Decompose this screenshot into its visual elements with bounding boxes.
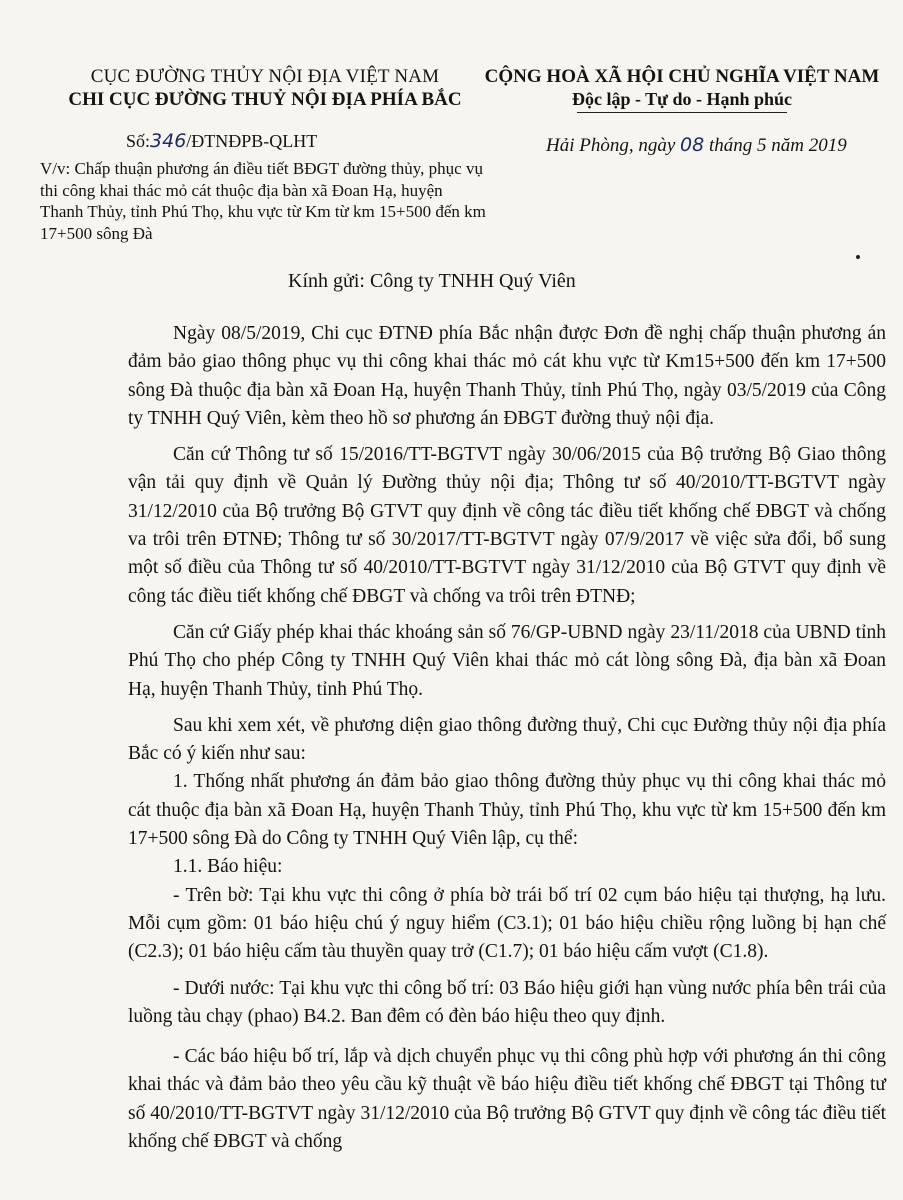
body-paragraph-9: - Các báo hiệu bố trí, lắp và dịch chuyển phục vụ thi công phù hợp với phương án thi công khai thác và đảm bảo theo yêu cầu kỹ thuật về báo hiệu điều tiết khống chế ĐBGT tại Thông tư số 40/2010/TT-BGTVT ngày 31/12/2010 của Bộ trưởng Bộ GTVT quy định về công tác điều tiết khống chế ĐBGT và chống <box>128 1046 886 1153</box>
date-day-handwritten: 08 <box>680 134 705 156</box>
body-paragraph-7: - Trên bờ: Tại khu vực thi công ở phía bờ trái bố trí 02 cụm báo hiệu tại thượng, hạ lưu. Mỗi cụm gồm: 01 báo hiệu chú ý nguy hiểm (C3.1); 01 báo hiệu chiều rộng luồng bị hạn chế (C2.3); 01 báo hiệu cấm tàu thuyền quay trở (C1.7); 01 báo hiệu cấm vượt (C1.8). <box>128 884 886 963</box>
body-paragraph-4: Sau khi xem xét, về phương diện giao thông đường thuỷ, Chi cục Đường thủy nội địa phía Bắc có ý kiến như sau: <box>128 714 886 765</box>
date-suffix: tháng 5 năm 2019 <box>708 135 847 156</box>
issuing-organization <box>40 66 490 111</box>
document-number <box>126 130 317 152</box>
date-prefix: Hải Phòng, ngày <box>546 135 676 156</box>
body-paragraph-2: Căn cứ Thông tư số 15/2016/TT-BGTVT ngày 30/06/2015 của Bộ trưởng Bộ Giao thông vận tải quy định về Quản lý Đường thủy nội địa; Thông tư số 40/2010/TT-BGTVT ngày 31/12/2010 của Bộ trưởng Bộ GTVT quy định về công tác điều tiết khống chế ĐBGT và chống va trôi trên ĐTNĐ; Thông tư số 30/2017/TT-BGTVT ngày 07/9/2017 về việc sửa đổi, bổ sung một số điều của Thông tư số 40/2010/TT-BGTVT ngày 31/12/2010 của Bộ GTVT quy định về công tác điều tiết khống chế ĐBGT và chống va trôi trên ĐTNĐ; <box>128 444 886 607</box>
organization-name: CHI CỤC ĐƯỜNG THUỶ NỘI ĐỊA PHÍA BẮC <box>68 89 462 110</box>
document-number-suffix: /ĐTNĐPB-QLHT <box>186 131 318 151</box>
body-paragraph-6: 1.1. Báo hiệu: <box>173 856 283 878</box>
document-number-handwritten: 346 <box>150 130 187 152</box>
parent-organization: CỤC ĐƯỜNG THỦY NỘI ĐỊA VIỆT NAM <box>90 66 440 87</box>
national-motto: Độc lập - Tự do - Hạnh phúc <box>571 89 793 109</box>
nation-title: CỘNG HOÀ XÃ HỘI CHỦ NGHĨA VIỆT NAM <box>484 66 880 87</box>
subject-line: V/v: Chấp thuận phương án điều tiết BĐGT đường thủy, phục vụ thi công khai thác mỏ cát thuộc địa bàn xã Đoan Hạ, huyện Thanh Thủy, tỉnh Phú Thọ, khu vực từ Km từ km 15+500 đến km 17+500 sông Đà <box>40 159 486 243</box>
body-paragraph-3: Căn cứ Giấy phép khai thác khoáng sản số 76/GP-UBND ngày 23/11/2018 của UBND tỉnh Phú Thọ cho phép Công ty TNHH Quý Viên khai thác mỏ cát lòng sông Đà, địa bàn xã Đoan Hạ, huyện Thanh Thủy, tỉnh Phú Thọ. <box>128 621 886 700</box>
motto-underline <box>577 112 787 113</box>
body-paragraph-1: Ngày 08/5/2019, Chi cục ĐTNĐ phía Bắc nhận được Đơn đề nghị chấp thuận phương án đảm bảo giao thông phục vụ thi công khai thác mỏ cát khu vực từ Km15+500 đến km 17+500 sông Đà thuộc địa bàn xã Đoan Hạ, huyện Thanh Thủy, tỉnh Phú Thọ, ngày 03/5/2019 của Công ty TNHH Quý Viên, kèm theo hồ sơ phương án ĐBGT đường thuỷ nội địa. <box>128 323 886 429</box>
body-paragraph-5: 1. Thống nhất phương án đảm bảo giao thông đường thủy phục vụ thi công khai thác mỏ cát thuộc địa bàn xã Đoan Hạ, huyện Thanh Thủy, tỉnh Phú Thọ, khu vực từ km 15+500 đến km 17+500 sông Đà do Công ty TNHH Quý Viên lập, cụ thể: <box>128 771 886 850</box>
national-heading <box>472 66 892 113</box>
body-paragraph-8: - Dưới nước: Tại khu vực thi công bố trí: 03 Báo hiệu giới hạn vùng nước phía bên trái của luồng tàu chạy (phao) B4.2. Ban đêm có đèn báo hiệu theo quy định. <box>128 977 886 1027</box>
place-and-date <box>546 134 891 157</box>
document-number-prefix: Số: <box>126 131 151 151</box>
recipient-line: Kính gửi: Công ty TNHH Quý Viên <box>288 270 576 292</box>
scan-speck <box>856 255 860 259</box>
letter-body <box>128 320 886 1156</box>
